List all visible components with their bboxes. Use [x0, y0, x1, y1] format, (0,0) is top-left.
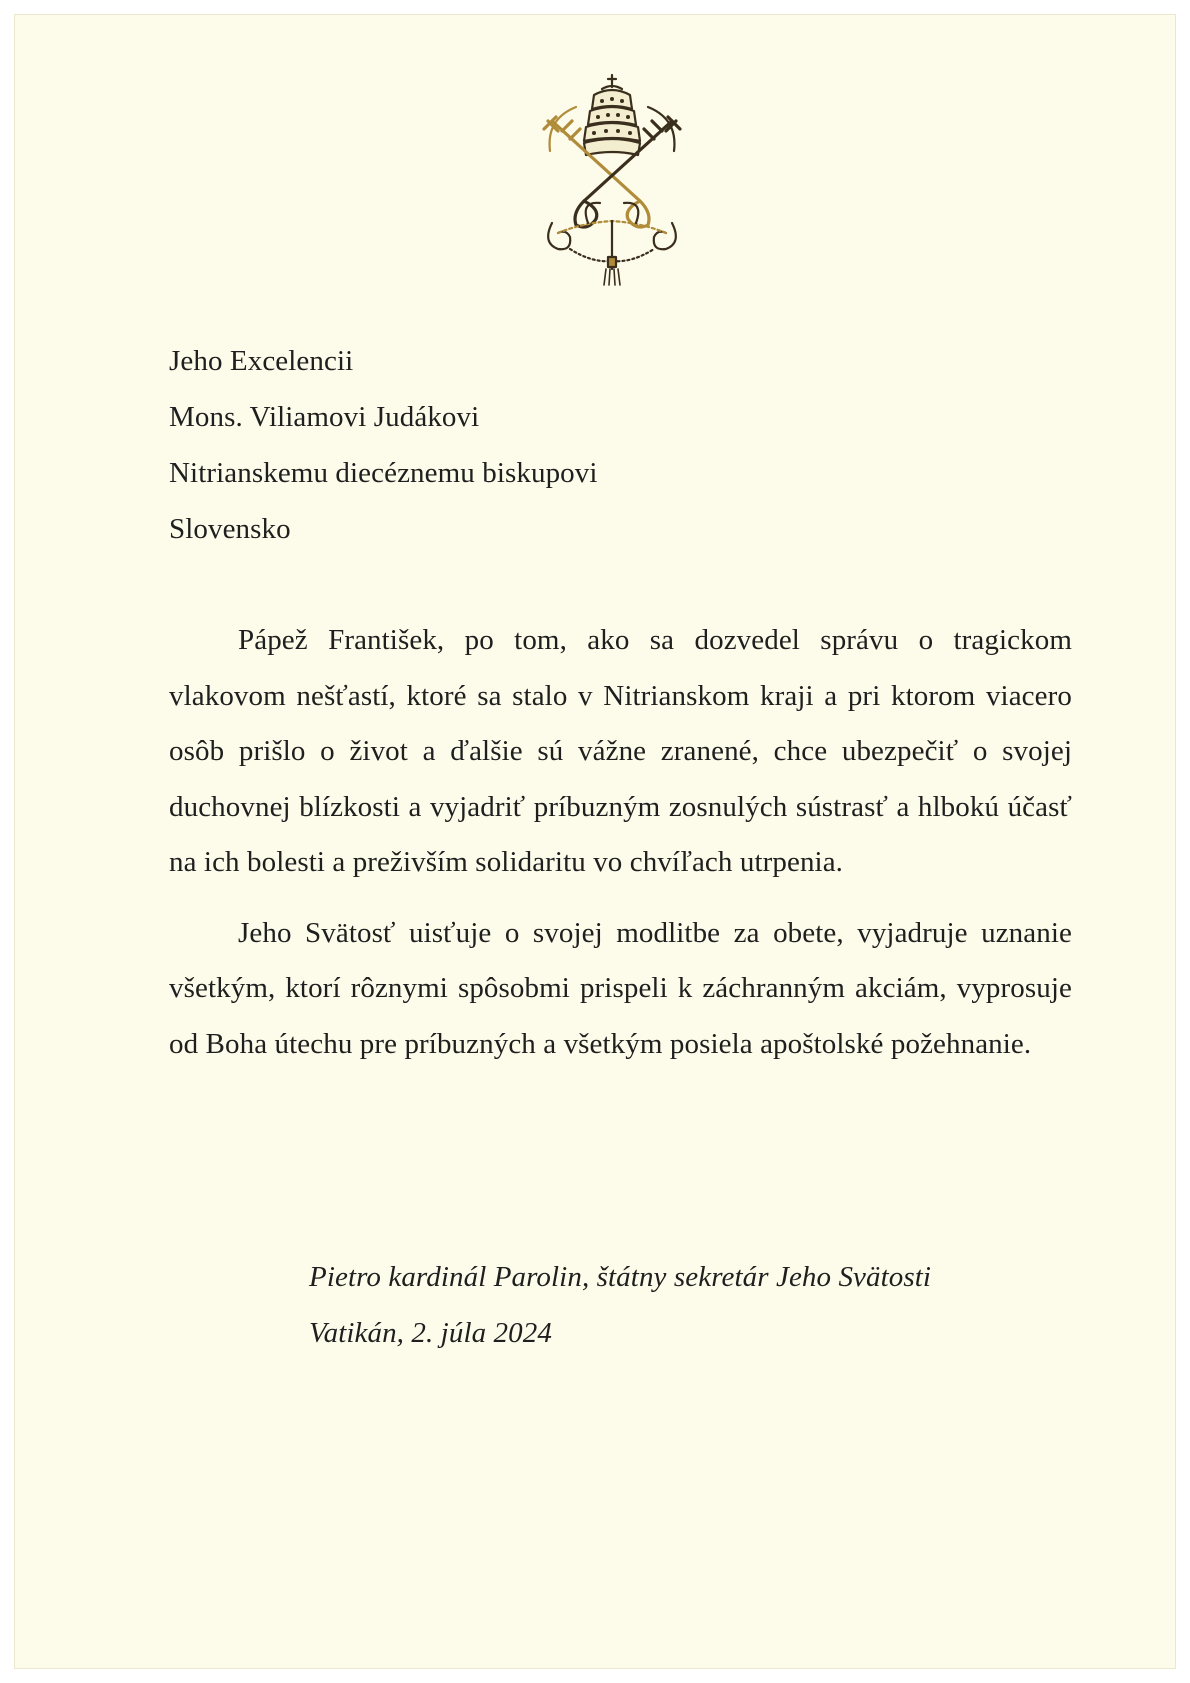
- address-line-country: Slovensko: [169, 513, 291, 545]
- body-paragraph: Jeho Svätosť uisťuje o svojej modlitbe za obete, vyjadruje uznanie všetkým, ktorí rôznymi spôsobmi prispeli k záchranným akciám, vyprosuje od Boha útechu pre príbuzných a všetkým posiela apoštolské požehnanie.: [169, 916, 1072, 1060]
- recipient-address: [169, 333, 869, 557]
- signature-author: Pietro kardinál Parolin, štátny sekretár Jeho Svätosti: [309, 1261, 932, 1293]
- signature-block: [309, 1249, 1069, 1361]
- papal-coat-of-arms-icon: [522, 73, 702, 288]
- letter-page: [14, 14, 1176, 1669]
- address-line-salutation: Jeho Excelencii: [169, 345, 354, 377]
- body-paragraph: Pápež František, po tom, ako sa dozvedel správu o tragickom vlakovom nešťastí, ktoré sa stalo v Nitrianskom kraji a pri ktorom viacero osôb prišlo o život a ďalšie sú vážne zranené, chce ubezpečiť o svojej duchovnej blízkosti a vyjadriť príbuzným zosnulých sústrasť a hlbokú účasť na ich bolesti a preživším solidaritu vo chvíľach utrpenia.: [169, 624, 1072, 878]
- signature-place-date: Vatikán, 2. júla 2024: [309, 1317, 552, 1349]
- address-line-name: Mons. Viliamovi Judákovi: [169, 401, 480, 433]
- address-line-title: Nitrianskemu diecéznemu biskupovi: [169, 457, 598, 489]
- letter-body: [169, 613, 1072, 1072]
